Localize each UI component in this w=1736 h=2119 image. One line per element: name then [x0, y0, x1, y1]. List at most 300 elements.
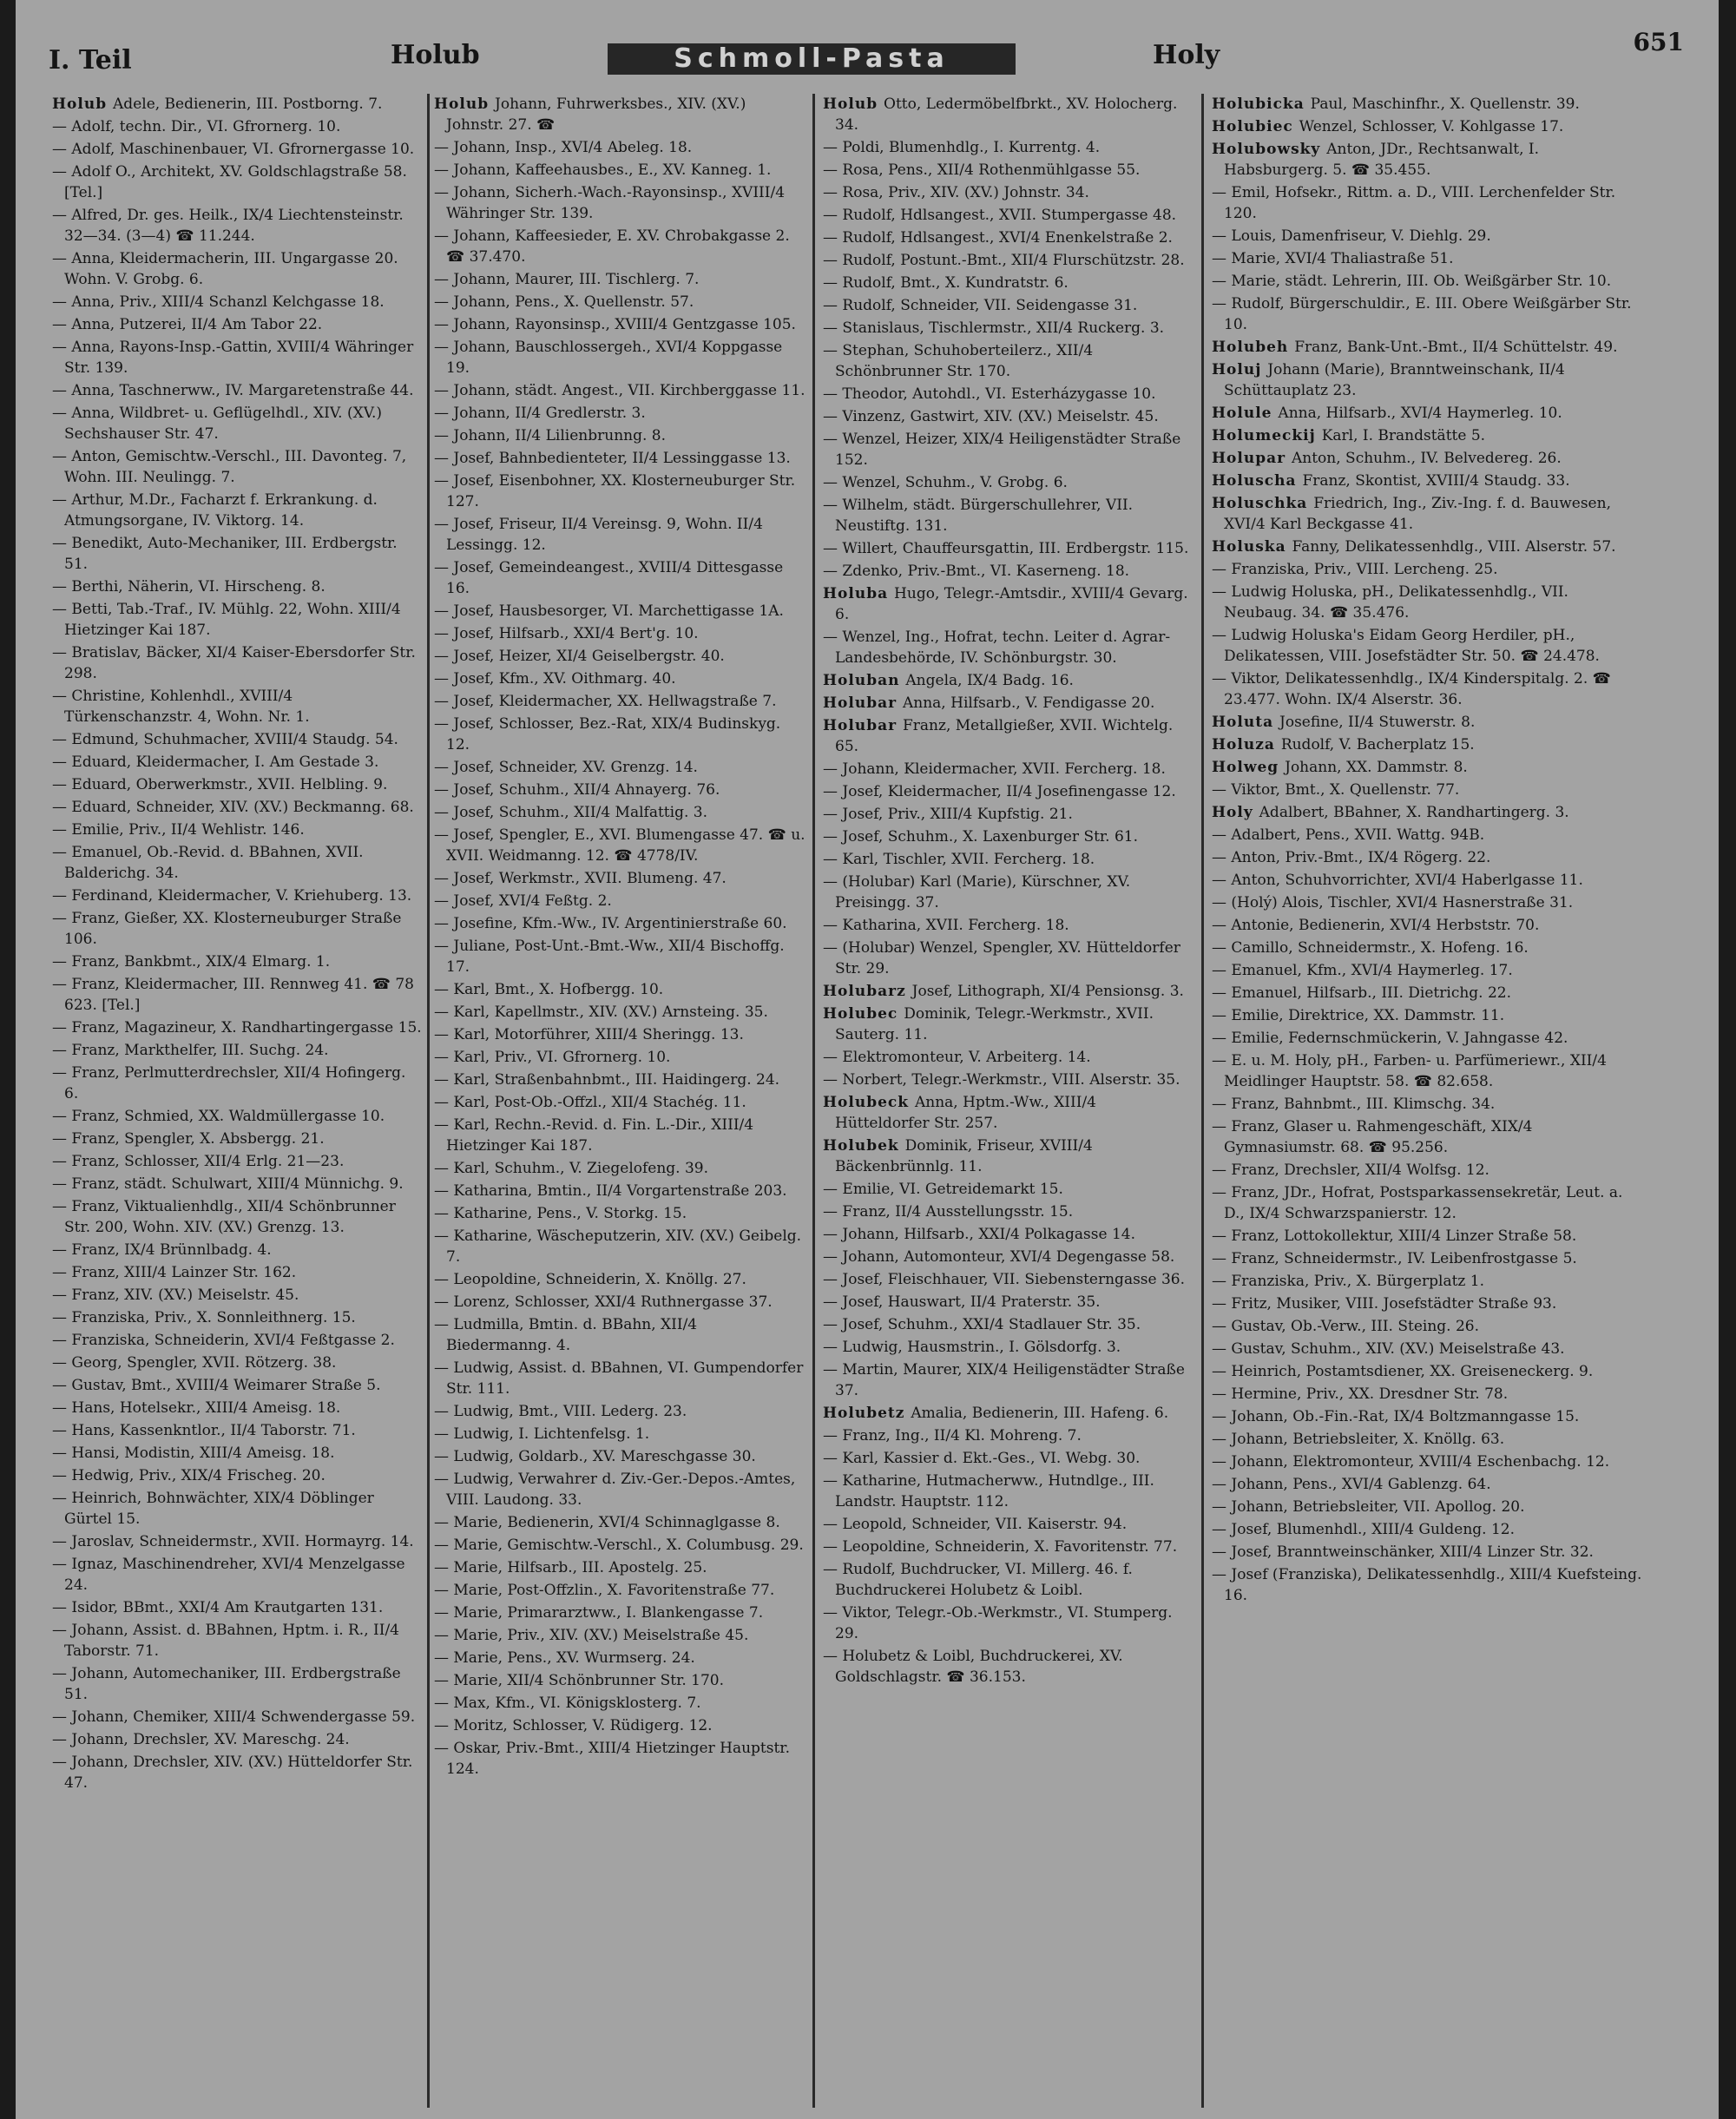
directory-page	[16, 0, 1719, 2119]
directory-entry	[52, 774, 424, 795]
directory-entry	[434, 182, 806, 224]
entry-text: — Karl, Bmt., X. Hofbergg. 10.	[434, 981, 664, 998]
directory-entry	[823, 627, 1194, 668]
entry-text: — Ignaz, Maschinendreher, XVI/4 Menzelgasse 24.	[52, 1556, 405, 1594]
entry-text: — Josef, Schuhm., XII/4 Ahnayerg. 76.	[434, 781, 720, 799]
directory-entry	[434, 1158, 806, 1179]
directory-entry	[52, 161, 424, 203]
directory-entry	[823, 1004, 1194, 1045]
entry-text: — Ludwig Holuska, pH., Delikatessenhdlg., VII. Neubaug. 34. ☎ 35.476.	[1212, 583, 1568, 622]
directory-entry	[823, 915, 1194, 936]
entry-text: — Franz, Schneidermstr., IV. Leibenfrostgasse 5.	[1212, 1250, 1577, 1267]
directory-entry	[1212, 425, 1646, 446]
directory-entry	[1212, 1182, 1646, 1224]
directory-entry	[434, 825, 806, 866]
directory-entry	[1212, 559, 1646, 580]
surname-heading: Holuschka	[1212, 495, 1314, 512]
directory-entry	[434, 1115, 806, 1156]
directory-entry	[434, 1069, 806, 1090]
entry-text: — Johann, II/4 Lilienbrunng. 8.	[434, 427, 666, 444]
directory-entry	[434, 514, 806, 556]
directory-entry	[434, 868, 806, 889]
entry-text: — Franz, Viktualienhdlg., XII/4 Schönbrunner Str. 200, Wohn. XIV. (XV.) Grenzg. 13.	[52, 1198, 396, 1236]
entry-text: — Franz, Drechsler, XII/4 Wolfsg. 12.	[1212, 1162, 1489, 1179]
entry-text: — Emilie, VI. Getreidemarkt 15.	[823, 1181, 1063, 1198]
entry-text: — Eduard, Kleidermacher, I. Am Gestade 3.	[52, 753, 379, 771]
entry-text: — Josef, Bahnbedienteter, II/4 Lessinggasse 13.	[434, 450, 791, 467]
directory-entry	[1212, 582, 1646, 623]
entry-text: Josefine, II/4 Stuwerstr. 8.	[1279, 714, 1476, 731]
entry-text: — Leopoldine, Schneiderin, X. Favoritenstr. 77.	[823, 1538, 1178, 1556]
directory-entry	[52, 1729, 424, 1750]
directory-entry	[52, 1285, 424, 1306]
surname-heading: Holumeckij	[1212, 427, 1322, 444]
entry-text: — Juliane, Post-Unt.-Bmt.-Ww., XII/4 Bischoffg. 17.	[434, 938, 785, 976]
entry-text: — Johann, Insp., XVI/4 Abeleg. 18.	[434, 139, 693, 156]
directory-entry	[434, 979, 806, 1000]
directory-entry	[1212, 915, 1646, 936]
entry-text: — Adalbert, Pens., XVII. Wattg. 94B.	[1212, 826, 1485, 844]
directory-entry	[1212, 1116, 1646, 1158]
directory-entry	[52, 974, 424, 1016]
directory-entry	[52, 94, 424, 115]
directory-entry	[434, 1469, 806, 1510]
entry-text: — Franz, Gießer, XX. Klosterneuburger Straße 106.	[52, 910, 402, 948]
directory-entry	[52, 1663, 424, 1705]
entry-text: — Josef, Werkmstr., XVII. Blumeng. 47.	[434, 870, 727, 887]
directory-entry	[434, 160, 806, 181]
directory-entry	[52, 1106, 424, 1127]
directory-entry	[1212, 1384, 1646, 1405]
directory-entry	[434, 380, 806, 401]
entry-text: — Franz, Magazineur, X. Randhartingergasse 15.	[52, 1019, 422, 1036]
surname-heading: Holub	[52, 95, 114, 113]
surname-heading: Holubetz	[823, 1405, 911, 1422]
directory-entry	[52, 1040, 424, 1061]
directory-entry	[434, 292, 806, 313]
entry-text: — Marie, Bedienerin, XVI/4 Schinnaglgasse 8.	[434, 1514, 780, 1531]
directory-entry	[823, 250, 1194, 271]
entry-text: — Wenzel, Heizer, XIX/4 Heiligenstädter Straße 152.	[823, 431, 1181, 469]
entry-text: — Josef, Kfm., XV. Oithmarg. 40.	[434, 670, 676, 688]
surname-heading: Holubowsky	[1212, 141, 1327, 158]
entry-text: — Vinzenz, Gastwirt, XIV. (XV.) Meiselstr. 45.	[823, 408, 1159, 425]
directory-entry	[1212, 403, 1646, 424]
entry-text: — Rudolf, Bmt., X. Kundratstr. 6.	[823, 274, 1069, 292]
directory-entry	[1212, 1050, 1646, 1092]
entry-text: — Franziska, Priv., X. Bürgerplatz 1.	[1212, 1273, 1484, 1290]
directory-entry	[1212, 1293, 1646, 1314]
entry-text: — Hedwig, Priv., XIX/4 Frischeg. 20.	[52, 1467, 326, 1484]
entry-text: — Ludwig, Assist. d. BBahnen, VI. Gumpendorfer Str. 111.	[434, 1359, 804, 1398]
entry-text: — Lorenz, Schlosser, XXI/4 Ruthnergasse 37.	[434, 1293, 773, 1311]
directory-entry	[52, 1375, 424, 1396]
entry-text: — Georg, Spengler, XVII. Rötzerg. 38.	[52, 1354, 337, 1372]
entry-text: — Franz, Markthelfer, III. Suchg. 24.	[52, 1042, 329, 1059]
entry-text: — Marie, Pens., XV. Wurmserg. 24.	[434, 1649, 695, 1667]
directory-entry	[1212, 983, 1646, 1004]
entry-text: Anna, Hptm.-Ww., XIII/4 Hütteldorfer Str. 257.	[835, 1094, 1096, 1132]
directory-entry	[52, 1707, 424, 1727]
surname-heading: Holub	[823, 95, 884, 113]
directory-entry	[52, 292, 424, 313]
directory-entry	[434, 1358, 806, 1399]
directory-entry	[823, 1337, 1194, 1358]
directory-entry	[434, 471, 806, 512]
entry-text: — Josef, Hausbesorger, VI. Marchettigasse 1A.	[434, 602, 784, 620]
directory-entry	[434, 1203, 806, 1224]
directory-entry	[52, 686, 424, 727]
entry-text: — Johann, Pens., X. Quellenstr. 57.	[434, 293, 694, 311]
directory-entry	[434, 668, 806, 689]
directory-entry	[823, 981, 1194, 1002]
entry-text: — Karl, Motorführer, XIII/4 Sheringg. 13.	[434, 1026, 744, 1043]
directory-entry	[434, 936, 806, 977]
directory-entry	[1212, 1316, 1646, 1337]
entry-text: — Josef, Schneider, XV. Grenzg. 14.	[434, 759, 698, 776]
directory-entry	[823, 538, 1194, 559]
directory-entry	[52, 490, 424, 531]
entry-text: — (Holý) Alois, Tischler, XVI/4 Hasnerstraße 31.	[1212, 894, 1574, 911]
entry-text: — Heinrich, Postamtsdiener, XX. Greiseneckerg. 9.	[1212, 1363, 1594, 1380]
directory-entry	[52, 1017, 424, 1038]
entry-text: Franz, Metallgießer, XVII. Wichtelg. 65.	[835, 717, 1174, 755]
entry-text: — Johann, Betriebsleiter, X. Knöllg. 63.	[1212, 1431, 1505, 1448]
entry-text: — Gustav, Schuhm., XIV. (XV.) Meiselstraße 43.	[1212, 1340, 1565, 1358]
directory-entry	[52, 116, 424, 137]
surname-heading: Holubec	[823, 1005, 904, 1023]
directory-entry	[52, 403, 424, 444]
entry-text: — Norbert, Telegr.-Werkmstr., VIII. Alserstr. 35.	[823, 1071, 1180, 1089]
entry-text: — Ludmilla, Bmtin. d. BBahn, XII/4 Biedermanng. 4.	[434, 1316, 698, 1354]
entry-text: — Josef, Kleidermacher, XX. Hellwagstraße 7.	[434, 693, 777, 710]
directory-entry	[1212, 1519, 1646, 1540]
entry-text: — Josef, Spengler, E., XVI. Blumengasse 47. ☎ u. XVII. Weidmanng. 12. ☎ 4778/IV.	[434, 826, 806, 865]
entry-text: — Louis, Damenfriseur, V. Diehlg. 29.	[1212, 227, 1491, 245]
directory-entry	[434, 557, 806, 599]
entry-text: — Katharina, XVII. Fercherg. 18.	[823, 917, 1069, 934]
directory-entry	[1212, 493, 1646, 535]
directory-entry	[434, 1715, 806, 1736]
directory-entry	[1212, 448, 1646, 469]
directory-entry	[52, 819, 424, 840]
entry-text: — Emil, Hofsekr., Rittm. a. D., VIII. Lerchenfelder Str. 120.	[1212, 184, 1616, 222]
directory-entry	[823, 781, 1194, 802]
entry-text: Anton, Schuhm., IV. Belvedereg. 26.	[1292, 450, 1562, 467]
directory-entry	[823, 1646, 1194, 1688]
directory-entry	[52, 139, 424, 160]
entry-text: — Franz, Bankbmt., XIX/4 Elmarg. 1.	[52, 953, 331, 971]
entry-text: — Franz, IX/4 Brünnlbadg. 4.	[52, 1241, 272, 1259]
directory-entry	[1212, 1028, 1646, 1049]
entry-text: — Rudolf, Hdlsangest., XVII. Stumpergasse 48.	[823, 207, 1177, 224]
directory-entry	[434, 1181, 806, 1201]
directory-column-1	[52, 94, 424, 2108]
entry-text: — Josef, Heizer, XI/4 Geiselbergstr. 40.	[434, 648, 725, 665]
entry-text: Amalia, Bedienerin, III. Hafeng. 6.	[911, 1405, 1169, 1422]
entry-text: Paul, Maschinfhr., X. Quellenstr. 39.	[1310, 95, 1580, 113]
entry-text: — Marie, städt. Lehrerin, III. Ob. Weißgärber Str. 10.	[1212, 273, 1612, 290]
directory-entry	[823, 1247, 1194, 1267]
part-label: I. Teil	[49, 45, 132, 76]
entry-text: — Josef, Branntweinschänker, XIII/4 Linzer Str. 32.	[1212, 1543, 1594, 1561]
entry-text: — (Holubar) Wenzel, Spengler, XV. Hütteldorfer Str. 29.	[823, 939, 1180, 977]
directory-entry	[823, 826, 1194, 847]
entry-text: — Gustav, Bmt., XVIII/4 Weimarer Straße 5.	[52, 1377, 381, 1394]
entry-text: — Josef, Kleidermacher, II/4 Josefinengasse 12.	[823, 783, 1176, 800]
directory-column-2	[434, 94, 806, 2108]
directory-entry	[52, 205, 424, 247]
directory-entry	[52, 842, 424, 884]
entry-text: — Marie, Gemischtw.-Verschl., X. Columbusg. 29.	[434, 1537, 804, 1554]
directory-entry	[1212, 825, 1646, 846]
directory-entry	[1212, 1474, 1646, 1495]
page-number: 651	[1633, 28, 1684, 56]
directory-entry	[1212, 1271, 1646, 1292]
surname-heading: Holy	[1212, 804, 1259, 821]
entry-text: Adalbert, BBahner, X. Randhartingerg. 3.	[1259, 804, 1569, 821]
directory-entry	[823, 1224, 1194, 1245]
entry-text: — Ludwig, Goldarb., XV. Mareschgasse 30.	[434, 1448, 756, 1465]
directory-entry	[434, 891, 806, 911]
entry-text: — Rudolf, Schneider, VII. Seidengasse 31.	[823, 297, 1138, 314]
directory-entry	[52, 1620, 424, 1662]
directory-entry	[823, 872, 1194, 913]
entry-text: — Rosa, Priv., XIV. (XV.) Johnstr. 34.	[823, 184, 1089, 201]
directory-entry	[823, 295, 1194, 316]
directory-entry	[434, 137, 806, 158]
entry-text: — Josef, Friseur, II/4 Vereinsg. 9, Wohn. II/4 Lessingg. 12.	[434, 516, 763, 554]
directory-entry	[434, 691, 806, 712]
entry-text: — Camillo, Schneidermstr., X. Hofeng. 16.	[1212, 939, 1529, 957]
entry-text: — Franz, Ing., II/4 Kl. Mohreng. 7.	[823, 1427, 1082, 1444]
directory-entry	[52, 1554, 424, 1596]
entry-text: Johann, Fuhrwerksbes., XIV. (XV.) Johnstr. 27. ☎	[446, 95, 746, 134]
entry-text: — Hans, Kassenkntlor., II/4 Taborstr. 71.	[52, 1422, 356, 1439]
entry-text: — Johann, Maurer, III. Tischlerg. 7.	[434, 271, 700, 288]
entry-text: — Elektromonteur, V. Arbeiterg. 14.	[823, 1049, 1091, 1066]
directory-entry	[823, 205, 1194, 226]
directory-entry	[52, 576, 424, 597]
entry-text: Fanny, Delikatessenhdlg., VIII. Alserstr. 57.	[1292, 538, 1616, 556]
entry-text: — Eduard, Oberwerkmstr., XVII. Helbling. 9.	[52, 776, 388, 793]
entry-text: — Emanuel, Hilfsarb., III. Dietrichg. 22.	[1212, 984, 1512, 1002]
entry-text: — Johann, Pens., XVI/4 Gablenzg. 64.	[1212, 1476, 1491, 1493]
directory-entry	[1212, 668, 1646, 710]
directory-entry	[52, 1531, 424, 1552]
entry-text: — Wenzel, Schuhm., V. Grobg. 6.	[823, 474, 1068, 491]
entry-text: — Eduard, Schneider, XIV. (XV.) Beckmanng. 68.	[52, 799, 414, 816]
surname-heading: Holuj	[1212, 361, 1268, 378]
entry-text: — Franziska, Priv., VIII. Lercheng. 25.	[1212, 561, 1498, 578]
entry-text: — Johann, Automonteur, XVI/4 Degengasse 58.	[823, 1248, 1175, 1266]
entry-text: — Josefine, Kfm.-Ww., IV. Argentinierstraße 60.	[434, 915, 787, 932]
directory-entry	[434, 425, 806, 446]
directory-entry	[434, 314, 806, 335]
entry-text: — Anton, Schuhvorrichter, XVI/4 Haberlgasse 11.	[1212, 872, 1583, 889]
directory-entry	[823, 1448, 1194, 1469]
directory-entry	[434, 1580, 806, 1601]
directory-entry	[1212, 139, 1646, 181]
entry-text: Franz, Skontist, XVIII/4 Staudg. 33.	[1302, 472, 1570, 490]
entry-text: — Rudolf, Bürgerschuldir., E. III. Obere Weißgärber Str. 10.	[1212, 295, 1632, 333]
entry-text: — Karl, Kassier d. Ekt.-Ges., VI. Webg. 30.	[823, 1450, 1141, 1467]
directory-entry	[52, 314, 424, 335]
directory-entry	[823, 1359, 1194, 1401]
entry-text: — Franz, Glaser u. Rahmengeschäft, XIX/4 Gymnasiumstr. 68. ☎ 95.256.	[1212, 1118, 1533, 1156]
entry-text: Friedrich, Ing., Ziv.-Ing. f. d. Bauwesen, XVI/4 Karl Beckgasse 41.	[1224, 495, 1611, 533]
entry-text: — Gustav, Ob.-Verw., III. Steing. 26.	[1212, 1318, 1480, 1335]
entry-text: — Adolf, Maschinenbauer, VI. Gfrornergasse 10.	[52, 141, 415, 158]
header-keyword-right: Holy	[1153, 40, 1220, 70]
entry-text: — Josef, Blumenhdl., XIII/4 Guldeng. 12.	[1212, 1521, 1515, 1538]
directory-entry	[434, 1047, 806, 1068]
entry-text: — Josef (Franziska), Delikatessenhdlg., XIII/4 Kuefsteing. 16.	[1212, 1566, 1642, 1604]
advertisement-banner: Schmoll-Pasta	[608, 43, 1016, 75]
column-divider	[1201, 94, 1204, 2108]
entry-text: — Johann, Sicherh.-Wach.-Rayonsinsp., XVIII/4 Währinger Str. 139.	[434, 184, 786, 222]
directory-entry	[434, 1314, 806, 1356]
entry-text: — Franz, Bahnbmt., III. Klimschg. 34.	[1212, 1096, 1496, 1113]
directory-entry	[1212, 116, 1646, 137]
entry-text: — Poldi, Blumenhdlg., I. Kurrentg. 4.	[823, 139, 1101, 156]
directory-entry	[52, 1307, 424, 1328]
directory-entry	[1212, 960, 1646, 981]
directory-column-3	[823, 94, 1194, 2108]
entry-text: — Betti, Tab.-Traf., IV. Mühlg. 22, Wohn. XIII/4 Hietzinger Kai 187.	[52, 601, 401, 639]
directory-entry	[434, 1424, 806, 1444]
directory-entry	[434, 1292, 806, 1313]
directory-entry	[52, 752, 424, 773]
entry-text: — Franziska, Schneiderin, XVI/4 Feßtgasse 2.	[52, 1332, 395, 1349]
directory-entry	[1212, 625, 1646, 667]
directory-entry	[1212, 1248, 1646, 1269]
directory-entry	[1212, 471, 1646, 491]
directory-entry	[52, 1488, 424, 1530]
directory-entry	[823, 1602, 1194, 1644]
entry-text: — Hansi, Modistin, XIII/4 Ameisg. 18.	[52, 1444, 335, 1462]
directory-entry	[1212, 1005, 1646, 1026]
entry-text: — Franz, Schlosser, XII/4 Erlg. 21—23.	[52, 1153, 345, 1170]
directory-entry	[434, 1625, 806, 1646]
entry-text: — Johann, II/4 Gredlerstr. 3.	[434, 405, 646, 422]
directory-entry	[434, 226, 806, 267]
header-keyword-left: Holub	[391, 40, 480, 70]
directory-entry	[52, 1330, 424, 1351]
entry-text: — Emilie, Direktrice, XX. Dammstr. 11.	[1212, 1007, 1505, 1024]
entry-text: — Marie, Priv., XIV. (XV.) Meiselstraße 45.	[434, 1627, 749, 1644]
directory-entry	[823, 1514, 1194, 1535]
directory-entry	[52, 951, 424, 972]
directory-entry	[1212, 1339, 1646, 1359]
entry-text: — Hermine, Priv., XX. Dresdner Str. 78.	[1212, 1385, 1509, 1403]
surname-heading: Holubiec	[1212, 118, 1299, 135]
entry-text: — Katharine, Pens., V. Storkg. 15.	[434, 1205, 687, 1222]
entry-text: — Anna, Kleidermacherin, III. Ungargasse 20. Wohn. V. Grobg. 6.	[52, 250, 398, 288]
entry-text: Anna, Hilfsarb., V. Fendigasse 20.	[903, 694, 1155, 712]
directory-entry	[1212, 182, 1646, 224]
entry-text: — Johann, Drechsler, XV. Mareschg. 24.	[52, 1731, 350, 1748]
directory-entry	[434, 1269, 806, 1290]
directory-entry	[823, 318, 1194, 339]
entry-text: — Adolf, techn. Dir., VI. Gfrornerg. 10.	[52, 118, 341, 135]
entry-text: — Marie, Primararztww., I. Blankengasse 7.	[434, 1604, 764, 1622]
surname-heading: Holuska	[1212, 538, 1292, 556]
directory-entry	[434, 337, 806, 378]
entry-text: — Johann, Kaffeehausbes., E., XV. Kanneg. 1.	[434, 161, 772, 179]
directory-entry	[52, 1443, 424, 1464]
directory-entry	[1212, 892, 1646, 913]
entry-text: — Franz, Lottokollektur, XIII/4 Linzer Straße 58.	[1212, 1227, 1577, 1245]
entry-text: — Karl, Priv., VI. Gfrornerg. 10.	[434, 1049, 671, 1066]
entry-text: — Fritz, Musiker, VIII. Josefstädter Straße 93.	[1212, 1295, 1557, 1313]
entry-text: — Stephan, Schuhoberteilerz., XII/4 Schönbrunner Str. 170.	[823, 342, 1094, 380]
directory-entry	[434, 1535, 806, 1556]
entry-text: — Josef, Hilfsarb., XXI/4 Bert'g. 10.	[434, 625, 699, 642]
surname-heading: Holubeck	[823, 1094, 915, 1111]
entry-text: Angela, IX/4 Badg. 16.	[905, 672, 1074, 689]
entry-text: — Edmund, Schuhmacher, XVIII/4 Staudg. 54.	[52, 731, 398, 748]
entry-text: — Moritz, Schlosser, V. Rüdigerg. 12.	[434, 1717, 713, 1734]
entry-text: — Franz, Perlmutterdrechsler, XII/4 Hofingerg. 6.	[52, 1064, 406, 1102]
entry-text: — Franz, Schmied, XX. Waldmüllergasse 10.	[52, 1108, 385, 1125]
directory-entry	[434, 1670, 806, 1691]
entry-text: — Josef, Hauswart, II/4 Praterstr. 35.	[823, 1293, 1101, 1311]
entry-text: — Rosa, Pens., XII/4 Rothenmühlgasse 55.	[823, 161, 1141, 179]
page-header	[16, 0, 1719, 95]
entry-text: — Antonie, Bedienerin, XVI/4 Herbststr. 70.	[1212, 917, 1540, 934]
directory-entry	[52, 337, 424, 378]
column-divider	[812, 94, 815, 2108]
directory-entry	[823, 182, 1194, 203]
entry-text: — Leopold, Schneider, VII. Kaiserstr. 94.	[823, 1516, 1128, 1533]
surname-heading: Holuban	[823, 672, 906, 689]
directory-entry	[823, 160, 1194, 181]
entry-text: — Josef, Schuhm., X. Laxenburger Str. 61.	[823, 828, 1139, 846]
entry-text: Johann (Marie), Branntweinschank, II/4 Schüttauplatz 23.	[1224, 361, 1565, 399]
entry-text: — Josef, Fleischhauer, VII. Siebensterngasse 36.	[823, 1271, 1186, 1288]
entry-text: — Heinrich, Bohnwächter, XIX/4 Döblinger Gürtel 15.	[52, 1490, 374, 1528]
directory-entry	[1212, 847, 1646, 868]
directory-entry	[52, 1240, 424, 1260]
directory-entry	[52, 797, 424, 818]
directory-entry	[1212, 359, 1646, 401]
directory-entry	[823, 137, 1194, 158]
directory-entry	[434, 1092, 806, 1113]
entry-text: Adele, Bedienerin, III. Postborng. 7.	[113, 95, 383, 113]
entry-text: — Josef, Schlosser, Bez.-Rat, XIX/4 Budinskyg. 12.	[434, 715, 781, 753]
entry-text: — Jaroslav, Schneidermstr., XVII. Hormayrg. 14.	[52, 1533, 414, 1550]
directory-entry	[1212, 337, 1646, 358]
entry-text: Anton, JDr., Rechtsanwalt, I. Habsburgerg. 5. ☎ 35.455.	[1224, 141, 1540, 179]
directory-entry	[434, 1557, 806, 1578]
entry-text: — Josef, Schuhm., XXI/4 Stadlauer Str. 35.	[823, 1316, 1141, 1333]
entry-text: — Franz, Kleidermacher, III. Rennweg 41. ☎ 78 623. [Tel.]	[52, 976, 414, 1014]
directory-entry	[823, 670, 1194, 691]
entry-text: — Martin, Maurer, XIX/4 Heiligenstädter Straße 37.	[823, 1361, 1185, 1399]
directory-entry	[823, 227, 1194, 248]
directory-entry	[823, 1314, 1194, 1335]
directory-entry	[823, 1559, 1194, 1601]
entry-text: Franz, Bank-Unt.-Bmt., II/4 Schüttelstr. 49.	[1294, 339, 1618, 356]
directory-entry	[823, 938, 1194, 979]
entry-text: — Stanislaus, Tischlermstr., XII/4 Ruckerg. 3.	[823, 319, 1165, 337]
entry-text: — Anna, Taschnerww., IV. Margaretenstraße 44.	[52, 382, 414, 399]
directory-entry	[1212, 536, 1646, 557]
entry-text: — Arthur, M.Dr., Facharzt f. Erkrankung. d. Atmungsorgane, IV. Viktorg. 14.	[52, 491, 378, 530]
directory-entry	[823, 1269, 1194, 1290]
directory-entry	[1212, 1564, 1646, 1606]
